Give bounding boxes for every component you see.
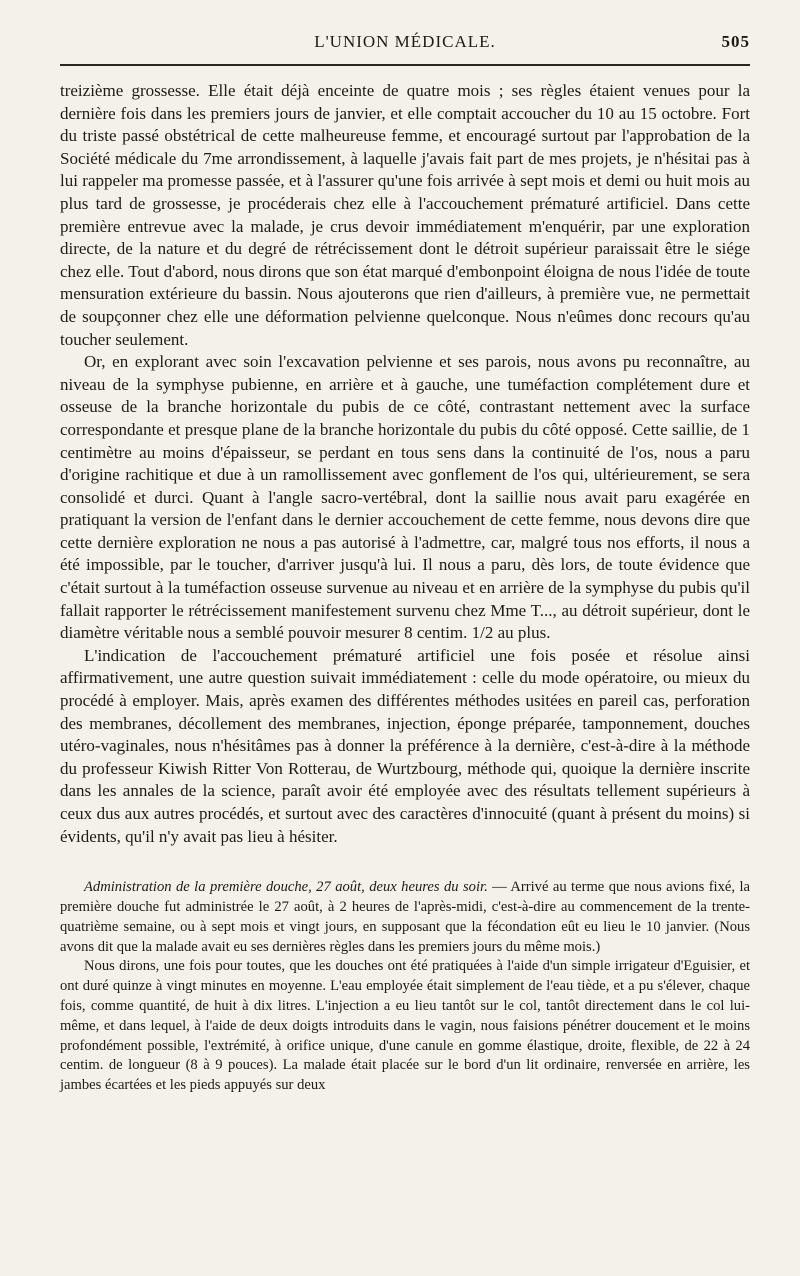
note-paragraph-2: Nous dirons, une fois pour toutes, que les douches ont été pratiquées à l'aide d'un simple irrigateur d'Eguisier, et ont duré quinze à vingt minutes en moyenne. L'eau employée était simplement de l'eau tiède, et a pu s'élever, chaque fois, comme quantité, de huit à dix litres. L'injection a eu lieu tantôt sur le col, tantôt directement dans le col lui-même, et dans lequel, à l'aide de deux doigts introduits dans le vagin, nous faisions pénétrer doucement et le moins profondément possible, l'extrémité, à orifice unique, d'une canule en gomme élastique, droite, flexible, de 22 à 24 centim. de longueur (8 à 9 pouces). La malade était placée sur le bord d'un lit ordinaire, renversée en arrière, les jambes écartées et les pieds appuyés sur deux <box>60 958 750 1094</box>
header-rule <box>60 64 750 66</box>
page-number: 505 <box>721 32 750 51</box>
page <box>60 30 750 1094</box>
case-note <box>60 878 750 1096</box>
running-title: L'UNION MÉDICALE. <box>314 32 496 51</box>
paragraph-1: treizième grossesse. Elle était déjà enceinte de quatre mois ; ses règles étaient venues pour la dernière fois dans les premiers jours de janvier, et elle comptait accoucher du 10 au 15 octobre. Fort du triste passé obstétrical de cette malheureuse femme, et encouragé surtout par l'approbation de la Société médicale du 7me arrondissement, à laquelle j'avais fait part de mes projets, je n'hésitai pas à lui rappeler ma promesse passée, et à l'assurer qu'une fois arrivée à sept mois et demi ou huit mois au plus tard de grossesse, je procéderais chez elle à l'accouchement prématuré artificiel. Dans cette première entrevue avec la malade, je crus devoir immédiatement m'enquérir, par une exploration directe, de la nature et du degré de rétrécissement dont le détroit supérieur paraissait être le siége chez elle. Tout d'abord, nous dirons que son état marqué d'embonpoint éloigna de nous l'idée de toute mensuration extérieure du bassin. Nous ajouterons que rien d'ailleurs, à première vue, ne permettait de soupçonner chez elle une déformation pelvienne quelconque. Nous n'eûmes donc recours qu'au toucher seulement. <box>60 81 750 349</box>
note-heading: Administration de la première douche, 27 août, deux heures du soir. <box>84 879 488 896</box>
article-body <box>60 80 750 1096</box>
note-paragraph-1 <box>60 878 750 957</box>
paragraph-2: Or, en explorant avec soin l'excavation pelvienne et ses parois, nous avons pu reconnaître, au niveau de la symphyse pubienne, en arrière et à gauche, une tuméfaction complétement dure et osseuse de la branche horizontale du pubis de ce côté, contrastant nettement avec la surface correspondante et presque plane de la branche horizontale du pubis du côté opposé. Cette saillie, de 1 centimètre au moins d'épaisseur, se perdant en tous sens dans la continuité de l'os, nous a paru d'origine rachitique et due à un ramollissement avec gonflement de l'os qui, ultérieurement, se sera consolidé et durci. Quant à l'angle sacro-vertébral, dont la saillie nous avait paru exagérée en pratiquant la version de l'enfant dans le dernier accouchement de cette femme, nous devons dire que cette dernière exploration ne nous a pas autorisé à l'admettre, car, malgré tous nos efforts, il nous a été impossible, par le toucher, d'arriver jusqu'à lui. Il nous a paru, dès lors, de toute évidence que c'était surtout à la tuméfaction osseuse survenue au niveau et en arrière de la symphyse du pubis qu'il fallait rapporter le rétrécissement manifestement survenu chez Mme T..., au détroit supérieur, dont le diamètre véritable nous a semblé pouvoir mesurer 8 centim. 1/2 au plus. <box>60 352 750 643</box>
note-text-1: — Arrivé au terme que nous avions fixé, la première douche fut administrée le 27 août, à 2 heures de l'après-midi, c'est-à-dire au commencement de la trente-quatrième semaine, ou à sept mois et vingt jours, en supposant que la fécondation eût eu lieu le 10 janvier. (Nous avons dit que la malade avait eu ses dernières règles dans les premiers jours du même mois.) <box>60 879 750 955</box>
running-header <box>60 30 750 56</box>
paragraph-3: L'indication de l'accouchement prématuré artificiel une fois posée et résolue ainsi affirmativement, une autre question suivait immédiatement : celle du mode opératoire, ou mieux du procédé à employer. Mais, après examen des différentes méthodes usitées en pareil cas, perforation des membranes, décollement des membranes, injection, éponge préparée, tamponnement, douches utéro-vaginales, nous n'hésitâmes pas à donner la préférence à la dernière, c'est-à-dire à la méthode du professeur Kiwish Ritter Von Rotterau, de Wurtzbourg, méthode qui, quoique la dernière inscrite dans les annales de la science, paraît avoir été employée avec des résultats tellement supérieurs à ceux dus aux autres procédés, et surtout avec des caractères d'innocuité (quant à présent du moins) si évidents, qu'il n'y avait pas lieu à hésiter. <box>60 645 750 846</box>
